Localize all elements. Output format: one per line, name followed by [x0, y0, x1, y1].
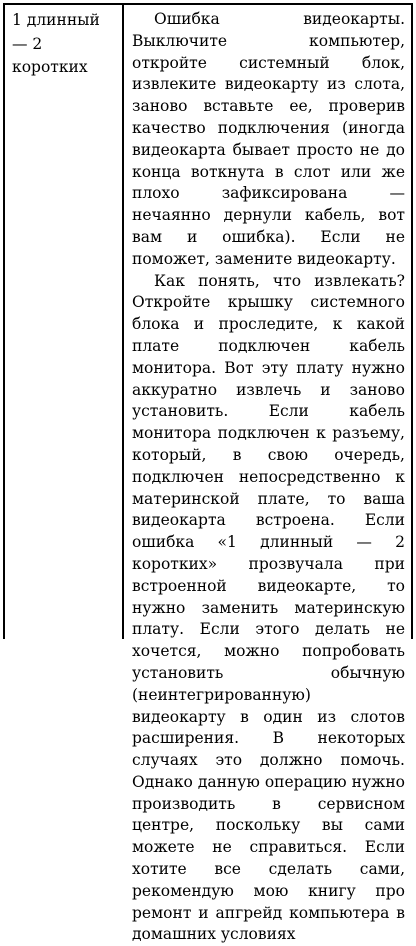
beep-signal-cell: [5, 5, 124, 639]
beep-code-table: [3, 3, 413, 944]
beep-signal-text: 1 длинный — 2 коротких: [12, 11, 100, 76]
beep-description-cell: [124, 5, 411, 944]
description-paragraph-2: Как понять, что извлекать? Откройте крышку системного блока и проследите, к какой плате подключен кабель монитора. Вот эту плату нужно аккуратно извлечь и заново установить. Если кабель монитора подключен к разъему, который, в свою очередь, подключен непосредственно к материнской плате, то ваша видеокарта встроена. Если ошибка «1 длинный — 2 коротких» прозвучала при встроенной видеокарте, то нужно заменить материнскую плату. Если этого делать не хочется, можно попробовать установить обычную (неинтегрированную) видеокарту в один из слотов расширения. В некоторых случаях это должно помочь. Однако данную операцию нужно производить в сервисном центре, поскольку вы сами можете не справиться. Если хотите все сделать сами, рекомендую мою книгу про ремонт и апгрейд компьютера в домашних условиях: [132, 271, 405, 944]
description-paragraph-1: Ошибка видеокарты. Выключите компьютер, откройте системный блок, извлеките видеокарту из слота, заново вставьте ее, проверив качество подключения (иногда видеокарта бывает просто не до конца воткнута в слот или же плохо зафиксирована — нечаянно дернули кабель, вот вам и ошибка). Если не поможет, замените видеокарту.: [132, 10, 405, 268]
